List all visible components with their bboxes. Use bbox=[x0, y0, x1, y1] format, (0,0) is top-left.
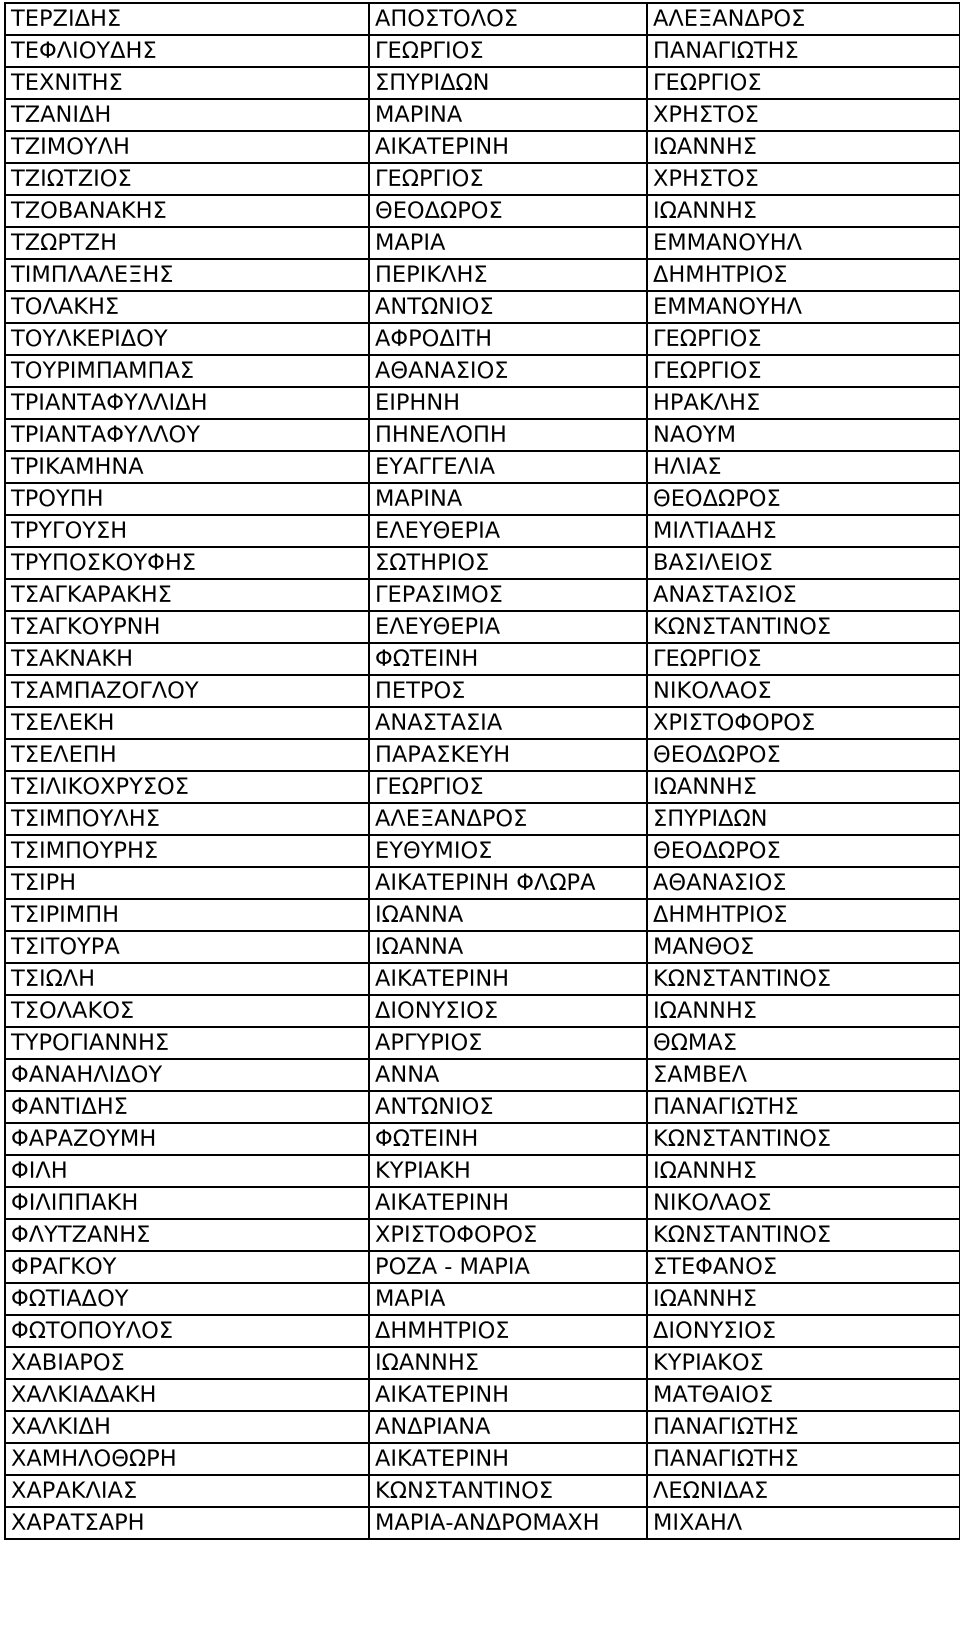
first-name-cell: ΓΕΩΡΓΙΟΣ bbox=[369, 35, 647, 67]
table-row bbox=[5, 1027, 960, 1059]
first-name-cell: ΑΡΓΥΡΙΟΣ bbox=[369, 1027, 647, 1059]
father-name-cell: ΜΑΝΘΟΣ bbox=[647, 931, 960, 963]
first-name-cell: ΙΩΑΝΝΗΣ bbox=[369, 1347, 647, 1379]
table-row bbox=[5, 1507, 960, 1539]
father-name-cell: ΙΩΑΝΝΗΣ bbox=[647, 131, 960, 163]
first-name-cell: ΑΙΚΑΤΕΡΙΝΗ bbox=[369, 1187, 647, 1219]
surname-cell: ΤΣΙΩΛΗ bbox=[5, 963, 369, 995]
table-row bbox=[5, 579, 960, 611]
surname-cell: ΤΖΩΡΤΖΗ bbox=[5, 227, 369, 259]
table-row bbox=[5, 483, 960, 515]
table-row bbox=[5, 35, 960, 67]
father-name-cell: ΚΩΝΣΤΑΝΤΙΝΟΣ bbox=[647, 1123, 960, 1155]
surname-cell: ΤΕΧΝΙΤΗΣ bbox=[5, 67, 369, 99]
table-row bbox=[5, 771, 960, 803]
first-name-cell: ΑΝΑΣΤΑΣΙΑ bbox=[369, 707, 647, 739]
table-row bbox=[5, 1411, 960, 1443]
surname-cell: ΤΥΡΟΓΙΑΝΝΗΣ bbox=[5, 1027, 369, 1059]
first-name-cell: ΣΩΤΗΡΙΟΣ bbox=[369, 547, 647, 579]
surname-cell: ΤΣΙΡΙΜΠΗ bbox=[5, 899, 369, 931]
first-name-cell: ΑΙΚΑΤΕΡΙΝΗ ΦΛΩΡΑ bbox=[369, 867, 647, 899]
table-row bbox=[5, 259, 960, 291]
table-row bbox=[5, 419, 960, 451]
father-name-cell: ΕΜΜΑΝΟΥΗΛ bbox=[647, 227, 960, 259]
father-name-cell: ΓΕΩΡΓΙΟΣ bbox=[647, 323, 960, 355]
first-name-cell: ΑΘΑΝΑΣΙΟΣ bbox=[369, 355, 647, 387]
father-name-cell: ΘΕΟΔΩΡΟΣ bbox=[647, 483, 960, 515]
surname-cell: ΤΣΙΤΟΥΡΑ bbox=[5, 931, 369, 963]
table-row bbox=[5, 99, 960, 131]
table-row bbox=[5, 67, 960, 99]
surname-cell: ΧΑΜΗΛΟΘΩΡΗ bbox=[5, 1443, 369, 1475]
surname-cell: ΤΣΑΓΚΟΥΡΝΗ bbox=[5, 611, 369, 643]
first-name-cell: ΠΕΤΡΟΣ bbox=[369, 675, 647, 707]
first-name-cell: ΠΑΡΑΣΚΕΥΗ bbox=[369, 739, 647, 771]
table-row bbox=[5, 1091, 960, 1123]
surname-cell: ΤΣΑΜΠΑΖΟΓΛΟΥ bbox=[5, 675, 369, 707]
father-name-cell: ΠΑΝΑΓΙΩΤΗΣ bbox=[647, 35, 960, 67]
table-row bbox=[5, 643, 960, 675]
table-row bbox=[5, 291, 960, 323]
surname-cell: ΤΟΥΛΚΕΡΙΔΟΥ bbox=[5, 323, 369, 355]
table-row bbox=[5, 355, 960, 387]
father-name-cell: ΣΠΥΡΙΔΩΝ bbox=[647, 803, 960, 835]
table-row bbox=[5, 163, 960, 195]
first-name-cell: ΡΟΖΑ - ΜΑΡΙΑ bbox=[369, 1251, 647, 1283]
surname-cell: ΤΡΙΑΝΤΑΦΥΛΛΙΔΗ bbox=[5, 387, 369, 419]
table-row bbox=[5, 1379, 960, 1411]
first-name-cell: ΔΙΟΝΥΣΙΟΣ bbox=[369, 995, 647, 1027]
father-name-cell: ΠΑΝΑΓΙΩΤΗΣ bbox=[647, 1411, 960, 1443]
table-row bbox=[5, 1251, 960, 1283]
first-name-cell: ΕΛΕΥΘΕΡΙΑ bbox=[369, 515, 647, 547]
surname-cell: ΧΑΡΑΚΛΙΑΣ bbox=[5, 1475, 369, 1507]
father-name-cell: ΜΙΛΤΙΑΔΗΣ bbox=[647, 515, 960, 547]
surname-cell: ΤΣΟΛΑΚΟΣ bbox=[5, 995, 369, 1027]
surname-cell: ΤΙΜΠΛΑΛΕΞΗΣ bbox=[5, 259, 369, 291]
father-name-cell: ΗΛΙΑΣ bbox=[647, 451, 960, 483]
father-name-cell: ΓΕΩΡΓΙΟΣ bbox=[647, 355, 960, 387]
surname-cell: ΤΟΛΑΚΗΣ bbox=[5, 291, 369, 323]
first-name-cell: ΜΑΡΙΑ bbox=[369, 1283, 647, 1315]
surname-cell: ΦΩΤΟΠΟΥΛΟΣ bbox=[5, 1315, 369, 1347]
first-name-cell: ΕΥΘΥΜΙΟΣ bbox=[369, 835, 647, 867]
father-name-cell: ΝΑΟΥΜ bbox=[647, 419, 960, 451]
table-row bbox=[5, 227, 960, 259]
father-name-cell: ΗΡΑΚΛΗΣ bbox=[647, 387, 960, 419]
first-name-cell: ΓΕΩΡΓΙΟΣ bbox=[369, 771, 647, 803]
surname-cell: ΤΣΙΡΗ bbox=[5, 867, 369, 899]
father-name-cell: ΑΝΑΣΤΑΣΙΟΣ bbox=[647, 579, 960, 611]
table-row bbox=[5, 1283, 960, 1315]
surname-cell: ΤΖΑΝΙΔΗ bbox=[5, 99, 369, 131]
first-name-cell: ΣΠΥΡΙΔΩΝ bbox=[369, 67, 647, 99]
father-name-cell: ΙΩΑΝΝΗΣ bbox=[647, 1155, 960, 1187]
surname-cell: ΤΣΙΜΠΟΥΡΗΣ bbox=[5, 835, 369, 867]
first-name-cell: ΜΑΡΙΑ-ΑΝΔΡΟΜΑΧΗ bbox=[369, 1507, 647, 1539]
table-row bbox=[5, 1187, 960, 1219]
surname-cell: ΦΡΑΓΚΟΥ bbox=[5, 1251, 369, 1283]
father-name-cell: ΛΕΩΝΙΔΑΣ bbox=[647, 1475, 960, 1507]
father-name-cell: ΜΙΧΑΗΛ bbox=[647, 1507, 960, 1539]
first-name-cell: ΚΩΝΣΤΑΝΤΙΝΟΣ bbox=[369, 1475, 647, 1507]
father-name-cell: ΚΥΡΙΑΚΟΣ bbox=[647, 1347, 960, 1379]
surname-cell: ΧΑΛΚΙΑΔΑΚΗ bbox=[5, 1379, 369, 1411]
table-row bbox=[5, 1347, 960, 1379]
first-name-cell: ΔΗΜΗΤΡΙΟΣ bbox=[369, 1315, 647, 1347]
surname-cell: ΧΑΒΙΑΡΟΣ bbox=[5, 1347, 369, 1379]
first-name-cell: ΑΦΡΟΔΙΤΗ bbox=[369, 323, 647, 355]
father-name-cell: ΑΛΕΞΑΝΔΡΟΣ bbox=[647, 3, 960, 35]
first-name-cell: ΜΑΡΙΝΑ bbox=[369, 483, 647, 515]
father-name-cell: ΕΜΜΑΝΟΥΗΛ bbox=[647, 291, 960, 323]
surname-cell: ΤΕΡΖΙΔΗΣ bbox=[5, 3, 369, 35]
table-row bbox=[5, 1443, 960, 1475]
table-row bbox=[5, 547, 960, 579]
table-row bbox=[5, 931, 960, 963]
surname-cell: ΧΑΡΑΤΣΑΡΗ bbox=[5, 1507, 369, 1539]
father-name-cell: ΑΘΑΝΑΣΙΟΣ bbox=[647, 867, 960, 899]
first-name-cell: ΑΝΔΡΙΑΝΑ bbox=[369, 1411, 647, 1443]
father-name-cell: ΣΤΕΦΑΝΟΣ bbox=[647, 1251, 960, 1283]
surname-cell: ΤΣΑΓΚΑΡΑΚΗΣ bbox=[5, 579, 369, 611]
surname-cell: ΤΖΙΜΟΥΛΗ bbox=[5, 131, 369, 163]
father-name-cell: ΧΡΗΣΤΟΣ bbox=[647, 163, 960, 195]
table-row bbox=[5, 1123, 960, 1155]
first-name-cell: ΠΗΝΕΛΟΠΗ bbox=[369, 419, 647, 451]
first-name-cell: ΜΑΡΙΑ bbox=[369, 227, 647, 259]
first-name-cell: ΑΝΤΩΝΙΟΣ bbox=[369, 1091, 647, 1123]
surname-cell: ΧΑΛΚΙΔΗ bbox=[5, 1411, 369, 1443]
table-row bbox=[5, 899, 960, 931]
table-row bbox=[5, 675, 960, 707]
first-name-cell: ΑΙΚΑΤΕΡΙΝΗ bbox=[369, 131, 647, 163]
first-name-cell: ΘΕΟΔΩΡΟΣ bbox=[369, 195, 647, 227]
first-name-cell: ΦΩΤΕΙΝΗ bbox=[369, 643, 647, 675]
table-row bbox=[5, 803, 960, 835]
names-table-body bbox=[5, 3, 960, 1539]
father-name-cell: ΧΡΙΣΤΟΦΟΡΟΣ bbox=[647, 707, 960, 739]
first-name-cell: ΦΩΤΕΙΝΗ bbox=[369, 1123, 647, 1155]
father-name-cell: ΚΩΝΣΤΑΝΤΙΝΟΣ bbox=[647, 611, 960, 643]
first-name-cell: ΠΕΡΙΚΛΗΣ bbox=[369, 259, 647, 291]
surname-cell: ΦΑΡΑΖΟΥΜΗ bbox=[5, 1123, 369, 1155]
father-name-cell: ΚΩΝΣΤΑΝΤΙΝΟΣ bbox=[647, 963, 960, 995]
first-name-cell: ΚΥΡΙΑΚΗ bbox=[369, 1155, 647, 1187]
surname-cell: ΤΖΟΒΑΝΑΚΗΣ bbox=[5, 195, 369, 227]
father-name-cell: ΘΩΜΑΣ bbox=[647, 1027, 960, 1059]
first-name-cell: ΓΕΩΡΓΙΟΣ bbox=[369, 163, 647, 195]
names-table bbox=[4, 2, 960, 1540]
table-row bbox=[5, 195, 960, 227]
father-name-cell: ΜΑΤΘΑΙΟΣ bbox=[647, 1379, 960, 1411]
father-name-cell: ΝΙΚΟΛΑΟΣ bbox=[647, 675, 960, 707]
table-row bbox=[5, 739, 960, 771]
table-row bbox=[5, 963, 960, 995]
first-name-cell: ΜΑΡΙΝΑ bbox=[369, 99, 647, 131]
first-name-cell: ΧΡΙΣΤΟΦΟΡΟΣ bbox=[369, 1219, 647, 1251]
surname-cell: ΤΡΥΓΟΥΣΗ bbox=[5, 515, 369, 547]
first-name-cell: ΑΙΚΑΤΕΡΙΝΗ bbox=[369, 1443, 647, 1475]
first-name-cell: ΑΛΕΞΑΝΔΡΟΣ bbox=[369, 803, 647, 835]
father-name-cell: ΔΙΟΝΥΣΙΟΣ bbox=[647, 1315, 960, 1347]
first-name-cell: ΙΩΑΝΝΑ bbox=[369, 931, 647, 963]
father-name-cell: ΙΩΑΝΝΗΣ bbox=[647, 1283, 960, 1315]
father-name-cell: ΔΗΜΗΤΡΙΟΣ bbox=[647, 899, 960, 931]
table-row bbox=[5, 1059, 960, 1091]
father-name-cell: ΘΕΟΔΩΡΟΣ bbox=[647, 739, 960, 771]
first-name-cell: ΑΠΟΣΤΟΛΟΣ bbox=[369, 3, 647, 35]
father-name-cell: ΙΩΑΝΝΗΣ bbox=[647, 195, 960, 227]
table-row bbox=[5, 611, 960, 643]
surname-cell: ΤΣΕΛΕΠΗ bbox=[5, 739, 369, 771]
father-name-cell: ΙΩΑΝΝΗΣ bbox=[647, 995, 960, 1027]
surname-cell: ΦΑΝΤΙΔΗΣ bbox=[5, 1091, 369, 1123]
first-name-cell: ΕΛΕΥΘΕΡΙΑ bbox=[369, 611, 647, 643]
first-name-cell: ΑΙΚΑΤΕΡΙΝΗ bbox=[369, 963, 647, 995]
table-row bbox=[5, 3, 960, 35]
table-row bbox=[5, 1219, 960, 1251]
surname-cell: ΤΖΙΩΤΖΙΟΣ bbox=[5, 163, 369, 195]
father-name-cell: ΓΕΩΡΓΙΟΣ bbox=[647, 643, 960, 675]
first-name-cell: ΑΙΚΑΤΕΡΙΝΗ bbox=[369, 1379, 647, 1411]
father-name-cell: ΓΕΩΡΓΙΟΣ bbox=[647, 67, 960, 99]
father-name-cell: ΚΩΝΣΤΑΝΤΙΝΟΣ bbox=[647, 1219, 960, 1251]
table-row bbox=[5, 835, 960, 867]
father-name-cell: ΠΑΝΑΓΙΩΤΗΣ bbox=[647, 1443, 960, 1475]
table-row bbox=[5, 323, 960, 355]
surname-cell: ΤΕΦΛΙΟΥΔΗΣ bbox=[5, 35, 369, 67]
father-name-cell: ΝΙΚΟΛΑΟΣ bbox=[647, 1187, 960, 1219]
surname-cell: ΦΙΛΙΠΠΑΚΗ bbox=[5, 1187, 369, 1219]
table-row bbox=[5, 1155, 960, 1187]
father-name-cell: ΘΕΟΔΩΡΟΣ bbox=[647, 835, 960, 867]
table-row bbox=[5, 867, 960, 899]
surname-cell: ΤΣΙΜΠΟΥΛΗΣ bbox=[5, 803, 369, 835]
surname-cell: ΦΙΛΗ bbox=[5, 1155, 369, 1187]
table-row bbox=[5, 387, 960, 419]
surname-cell: ΤΣΕΛΕΚΗ bbox=[5, 707, 369, 739]
surname-cell: ΤΟΥΡΙΜΠΑΜΠΑΣ bbox=[5, 355, 369, 387]
first-name-cell: ΕΥΑΓΓΕΛΙΑ bbox=[369, 451, 647, 483]
surname-cell: ΤΣΙΛΙΚΟΧΡΥΣΟΣ bbox=[5, 771, 369, 803]
father-name-cell: ΧΡΗΣΤΟΣ bbox=[647, 99, 960, 131]
first-name-cell: ΑΝΤΩΝΙΟΣ bbox=[369, 291, 647, 323]
father-name-cell: ΙΩΑΝΝΗΣ bbox=[647, 771, 960, 803]
table-row bbox=[5, 1315, 960, 1347]
surname-cell: ΦΩΤΙΑΔΟΥ bbox=[5, 1283, 369, 1315]
table-row bbox=[5, 515, 960, 547]
father-name-cell: ΒΑΣΙΛΕΙΟΣ bbox=[647, 547, 960, 579]
first-name-cell: ΑΝΝΑ bbox=[369, 1059, 647, 1091]
surname-cell: ΤΡΙΑΝΤΑΦΥΛΛΟΥ bbox=[5, 419, 369, 451]
table-row bbox=[5, 131, 960, 163]
surname-cell: ΤΡΟΥΠΗ bbox=[5, 483, 369, 515]
first-name-cell: ΙΩΑΝΝΑ bbox=[369, 899, 647, 931]
father-name-cell: ΠΑΝΑΓΙΩΤΗΣ bbox=[647, 1091, 960, 1123]
surname-cell: ΤΡΙΚΑΜΗΝΑ bbox=[5, 451, 369, 483]
surname-cell: ΦΛΥΤΖΑΝΗΣ bbox=[5, 1219, 369, 1251]
table-row bbox=[5, 1475, 960, 1507]
table-row bbox=[5, 451, 960, 483]
father-name-cell: ΔΗΜΗΤΡΙΟΣ bbox=[647, 259, 960, 291]
surname-cell: ΤΡΥΠΟΣΚΟΥΦΗΣ bbox=[5, 547, 369, 579]
table-row bbox=[5, 707, 960, 739]
first-name-cell: ΓΕΡΑΣΙΜΟΣ bbox=[369, 579, 647, 611]
surname-cell: ΤΣΑΚΝΑΚΗ bbox=[5, 643, 369, 675]
table-row bbox=[5, 995, 960, 1027]
surname-cell: ΦΑΝΑΗΛΙΔΟΥ bbox=[5, 1059, 369, 1091]
father-name-cell: ΣΑΜΒΕΛ bbox=[647, 1059, 960, 1091]
first-name-cell: ΕΙΡΗΝΗ bbox=[369, 387, 647, 419]
